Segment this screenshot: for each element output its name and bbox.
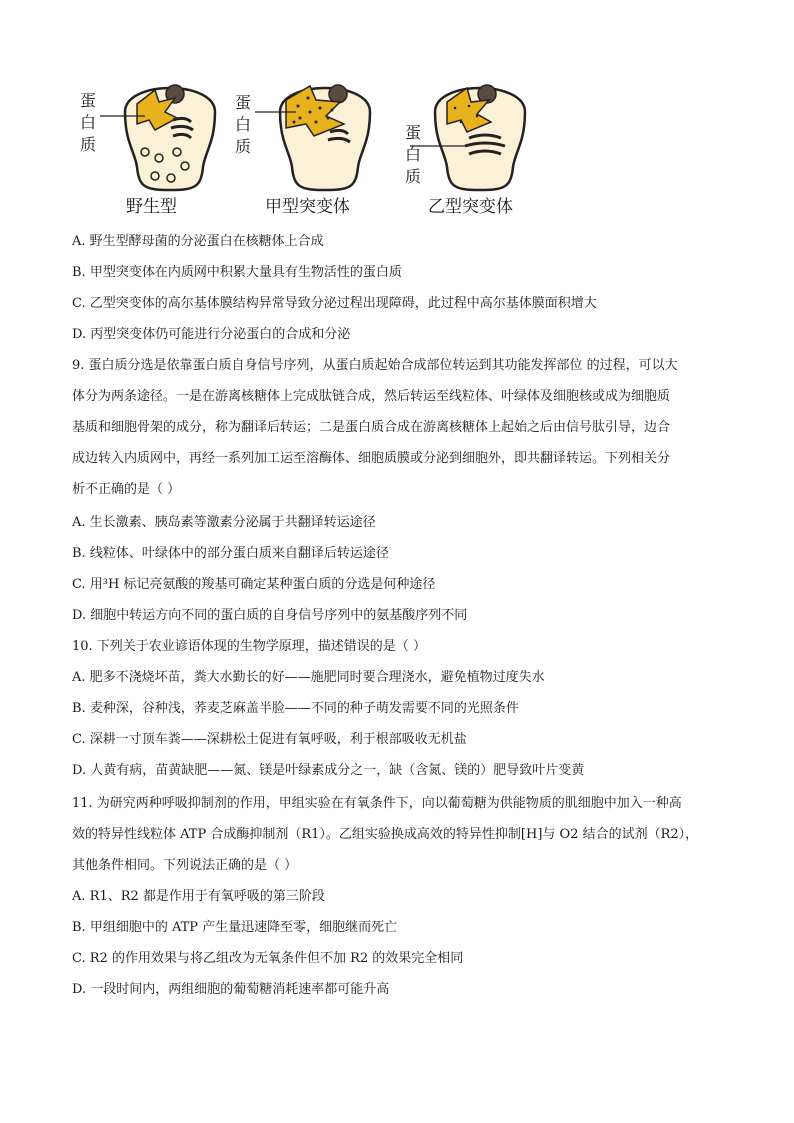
q9-option-c: C. 用³H 标记亮氨酸的羧基可确定某种蛋白质的分选是何种途径 (72, 577, 436, 592)
type-a-mutant-cell (255, 85, 370, 190)
q10-option-b: B. 麦种深，谷种浅，荞麦芝麻盖半脸——不同的种子萌发需要不同的光照条件 (72, 701, 519, 716)
q10-option-c: C. 深耕一寸顶车粪——深耕松土促进有氧呼吸，利于根部吸收无机盐 (72, 732, 467, 747)
q9-stem-line-5: 析不正确的是（ ） (72, 482, 181, 497)
q10-option-a: A. 肥多不浇烧坏苗，粪大水勤长的好——施肥同时要合理浇水，避免植物过度失水 (72, 670, 545, 685)
q8-option-c: C. 乙型突变体的高尔基体膜结构异常导致分泌过程出现障碍，此过程中高尔基体膜面积增大 (72, 296, 597, 311)
q9-stem-line-4: 成边转入内质网中，再经一系列加工运至溶酶体、细胞质膜或分泌到细胞外，即共翻译转运。下列相关分 (72, 451, 671, 466)
q9-stem-line-2: 体分为两条途径。一是在游离核糖体上完成肽链合成，然后转运至线粒体、叶绿体及细胞核或成为细胞质 (72, 389, 671, 404)
type-a-protein-label: 蛋白质 (235, 93, 252, 156)
q10-option-d: D. 人黄有病，苗黄缺肥——氮、镁是叶绿素成分之一，缺（含氮、镁的）肥导致叶片变黄 (72, 763, 585, 778)
q9-option-b: B. 线粒体、叶绿体中的部分蛋白质来自翻译后转运途径 (72, 546, 389, 561)
type-b-caption: 乙型突变体 (428, 197, 513, 217)
q11-option-a: A. R1、R2 都是作用于有氧呼吸的第三阶段 (72, 889, 325, 904)
type-a-caption: 甲型突变体 (265, 197, 350, 217)
q11-stem-line-3: 其他条件相同。下列说法正确的是（ ） (72, 858, 298, 873)
q9-stem-line-1: 9. 蛋白质分选是依靠蛋白质自身信号序列，从蛋白质起始合成部位转运到其功能发挥部位 的过程，可以大 (72, 358, 678, 373)
q9-stem-line-3: 基质和细胞骨架的成分，称为翻译后转运；二是蛋白质合成在游离核糖体上起始之后由信号肽引导，边合 (72, 420, 671, 435)
cell-comparison-figure (70, 62, 540, 222)
q10-stem: 10. 下列关于农业谚语体现的生物学原理，描述错误的是（ ） (72, 639, 426, 654)
q11-option-c: C. R2 的作用效果与将乙组改为无氧条件但不加 R2 的效果完全相同 (72, 951, 464, 966)
wild-type-caption: 野生型 (126, 197, 177, 217)
wild-type-cell (100, 85, 215, 190)
q9-option-d: D. 细胞中转运方向不同的蛋白质的自身信号序列中的氨基酸序列不同 (72, 608, 468, 623)
q8-option-d: D. 丙型突变体仍可能进行分泌蛋白的合成和分泌 (72, 327, 351, 342)
type-b-protein-label: 蛋白质 (405, 123, 422, 186)
type-b-mutant-cell (410, 85, 525, 190)
q8-option-b: B. 甲型突变体在内质网中积累大量具有生物活性的蛋白质 (72, 265, 402, 280)
q9-option-a: A. 生长激素、胰岛素等激素分泌属于共翻译转运途径 (72, 515, 376, 530)
q11-option-d: D. 一段时间内，两组细胞的葡萄糖消耗速率都可能升高 (72, 982, 390, 997)
q11-stem-line-2: 效的特异性线粒体 ATP 合成酶抑制剂（R1）。乙组实验换成高效的特异性抑制[H]与 O2 结合的试剂（R2）， (72, 827, 699, 842)
q11-stem-line-1: 11. 为研究两种呼吸抑制剂的作用，甲组实验在有氧条件下，向以葡萄糖为供能物质的肌细胞中加入一种高 (72, 796, 682, 811)
q8-option-a: A. 野生型酵母菌的分泌蛋白在核糖体上合成 (72, 234, 324, 249)
wild-type-protein-label: 蛋白质 (80, 91, 97, 154)
q11-option-b: B. 甲组细胞中的 ATP 产生量迅速降至零，细胞继而死亡 (72, 920, 398, 935)
